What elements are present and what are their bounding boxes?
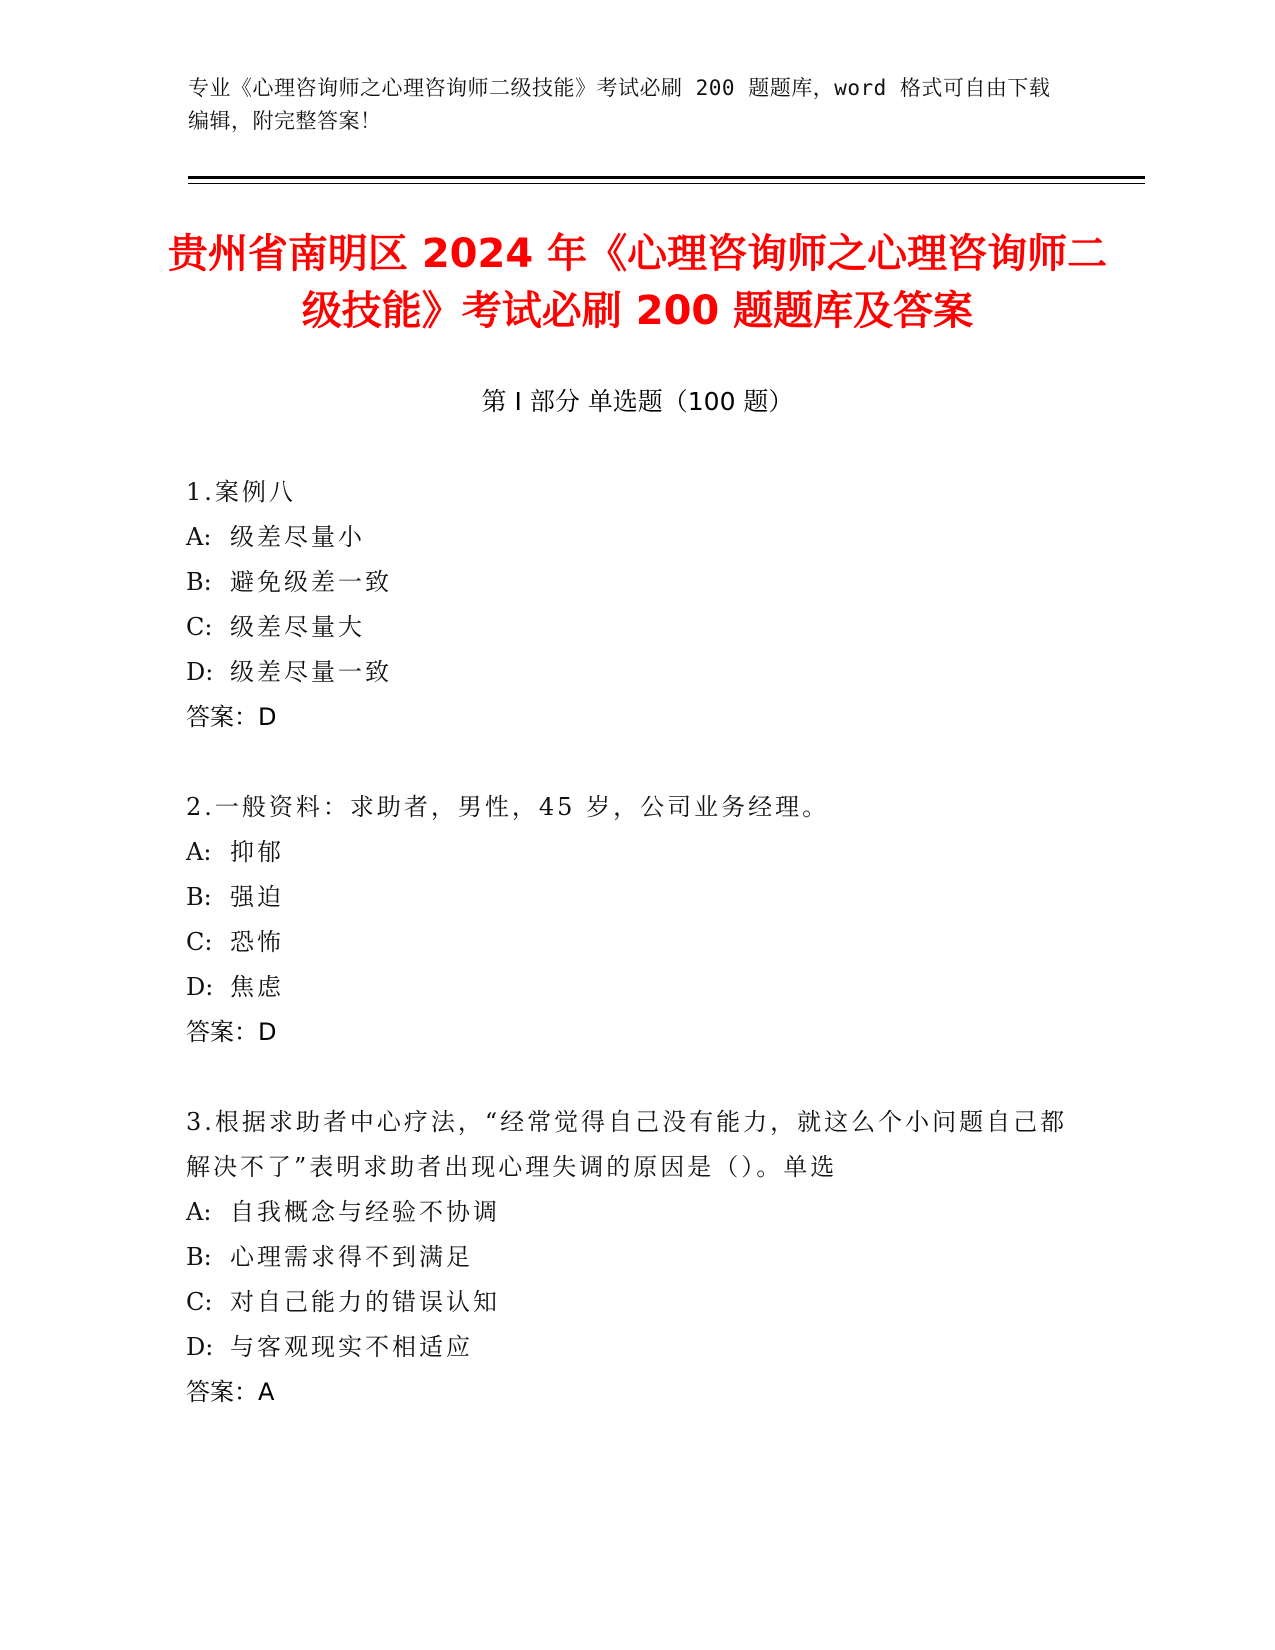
option-letter: B: bbox=[186, 883, 212, 911]
option-text: 心理需求得不到满足 bbox=[230, 1243, 473, 1271]
question-option bbox=[186, 1235, 1086, 1280]
document-title: 贵州省南明区 2024 年《心理咨询师之心理咨询师二级技能》考试必刷 200 题题库及答案 bbox=[167, 231, 1108, 334]
option-text: 抑郁 bbox=[230, 838, 284, 866]
option-text: 恐怖 bbox=[230, 928, 284, 956]
option-text: 与客观现实不相适应 bbox=[230, 1333, 473, 1361]
option-letter: D: bbox=[186, 658, 214, 686]
question-option bbox=[186, 515, 1086, 560]
question-option bbox=[186, 605, 1086, 650]
question-option bbox=[186, 1325, 1086, 1370]
option-letter: B: bbox=[186, 568, 212, 596]
answer-value: A bbox=[258, 1378, 275, 1406]
question-stem: 2.一般资料：求助者，男性，45 岁，公司业务经理。 bbox=[186, 793, 830, 821]
option-letter: C: bbox=[186, 928, 213, 956]
option-letter: D: bbox=[186, 1333, 214, 1361]
option-text: 对自己能力的错误认知 bbox=[230, 1288, 500, 1316]
option-letter: A: bbox=[186, 523, 212, 551]
option-letter: B: bbox=[186, 1243, 212, 1271]
question-option bbox=[186, 650, 1086, 695]
question-answer bbox=[186, 695, 1086, 740]
question-answer bbox=[186, 1010, 1086, 1055]
question-stem: 3.根据求助者中心疗法，“经常觉得自己没有能力，就这么个小问题自己都解决不了”表明求助者出现心理失调的原因是（）。单选 bbox=[186, 1108, 1068, 1181]
option-text: 级差尽量大 bbox=[230, 613, 365, 641]
question-option bbox=[186, 560, 1086, 605]
option-text: 级差尽量小 bbox=[230, 523, 365, 551]
answer-prefix: 答案： bbox=[186, 1378, 258, 1406]
option-text: 避免级差一致 bbox=[230, 568, 392, 596]
header-note: 专业《心理咨询师之心理咨询师二级技能》考试必刷 200 题题库，word 格式可自由下载编辑，附完整答案！ bbox=[188, 76, 1051, 133]
question-item bbox=[186, 470, 1086, 740]
header-rule-thick bbox=[188, 176, 1145, 179]
section-title: 第 I 部分 单选题（100 题） bbox=[481, 387, 794, 416]
question-item bbox=[186, 1100, 1086, 1415]
option-letter: C: bbox=[186, 1288, 213, 1316]
answer-prefix: 答案： bbox=[186, 703, 258, 731]
question-answer bbox=[186, 1370, 1086, 1415]
option-letter: D: bbox=[186, 973, 214, 1001]
question-option bbox=[186, 875, 1086, 920]
question-option bbox=[186, 920, 1086, 965]
option-text: 焦虑 bbox=[230, 973, 284, 1001]
option-letter: A: bbox=[186, 1198, 212, 1226]
question-option bbox=[186, 1190, 1086, 1235]
question-stem: 1.案例八 bbox=[186, 478, 296, 506]
option-text: 自我概念与经验不协调 bbox=[230, 1198, 500, 1226]
option-letter: C: bbox=[186, 613, 213, 641]
option-letter: A: bbox=[186, 838, 212, 866]
answer-prefix: 答案： bbox=[186, 1018, 258, 1046]
option-text: 强迫 bbox=[230, 883, 284, 911]
question-option bbox=[186, 1280, 1086, 1325]
option-text: 级差尽量一致 bbox=[230, 658, 392, 686]
question-list bbox=[186, 470, 1086, 1460]
question-option bbox=[186, 965, 1086, 1010]
question-option bbox=[186, 830, 1086, 875]
header-rule-thin bbox=[188, 183, 1145, 184]
question-item bbox=[186, 785, 1086, 1055]
answer-value: D bbox=[258, 703, 277, 731]
answer-value: D bbox=[258, 1018, 277, 1046]
